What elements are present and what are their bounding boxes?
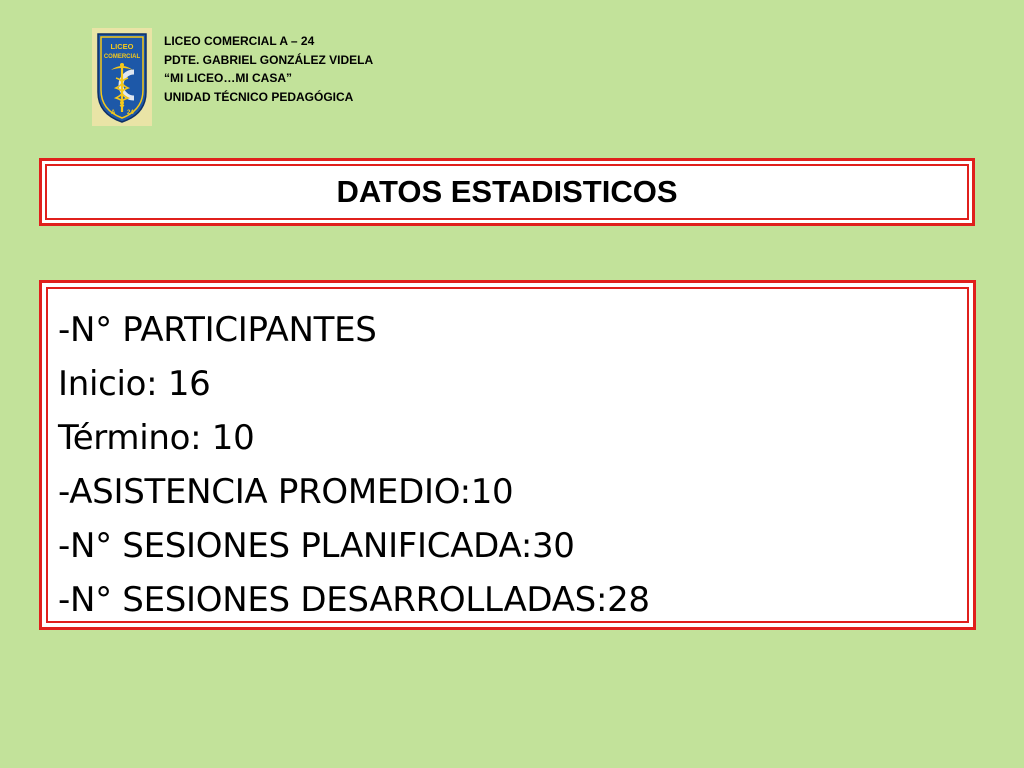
participants-heading: -N° PARTICIPANTES bbox=[58, 310, 377, 350]
school-patron: PDTE. GABRIEL GONZÁLEZ VIDELA bbox=[164, 52, 374, 67]
svg-text:COMERCIAL: COMERCIAL bbox=[103, 54, 141, 60]
svg-text:A: A bbox=[111, 110, 116, 116]
participants-end: Término: 10 bbox=[58, 418, 255, 458]
svg-text:LICEO: LICEO bbox=[110, 42, 134, 51]
svg-text:24: 24 bbox=[127, 110, 134, 116]
school-motto: “MI LICEO…MI CASA” bbox=[164, 71, 292, 85]
title-box bbox=[39, 158, 975, 226]
title-box-inner bbox=[45, 164, 969, 220]
completed-sessions: -N° SESIONES DESARROLLADAS:28 bbox=[58, 580, 650, 620]
planned-sessions: -N° SESIONES PLANIFICADA:30 bbox=[58, 526, 575, 566]
school-unit: UNIDAD TÉCNICO PEDAGÓGICA bbox=[164, 89, 354, 104]
average-attendance: -ASISTENCIA PROMEDIO:10 bbox=[58, 472, 514, 512]
stats-box-inner bbox=[46, 287, 969, 623]
school-name: LICEO COMERCIAL A – 24 bbox=[164, 34, 315, 48]
school-header bbox=[164, 32, 373, 106]
caduceus-shield-icon bbox=[92, 28, 152, 126]
participants-start: Inicio: 16 bbox=[58, 364, 211, 404]
page-title: DATOS ESTADISTICOS bbox=[336, 174, 678, 209]
school-logo bbox=[92, 28, 152, 126]
stats-box bbox=[39, 280, 976, 630]
